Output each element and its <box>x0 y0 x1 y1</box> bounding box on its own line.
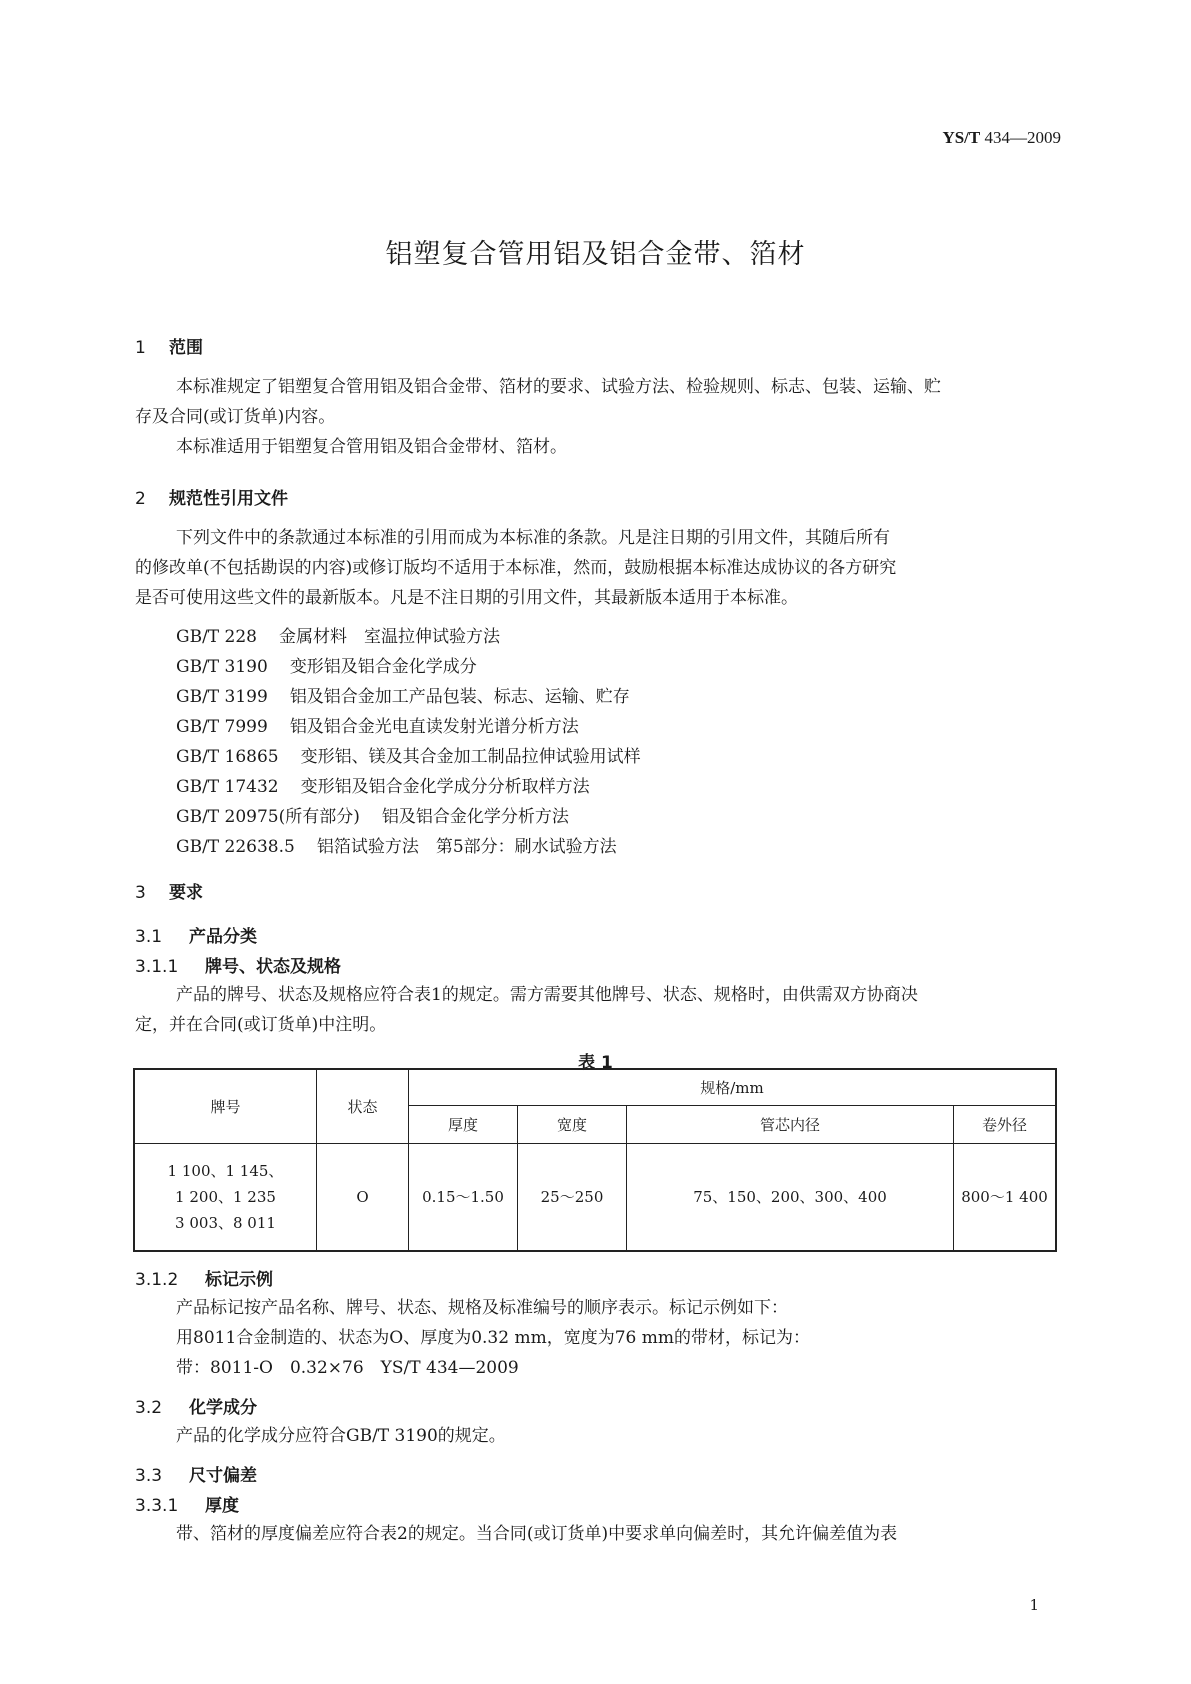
header-coil-outer-diameter: 卷外径 <box>954 1105 1057 1143</box>
table-1-caption: 表 1 <box>578 1053 613 1073</box>
section-1-paragraph-2: 本标准适用于铝塑复合管用铝及铝合金带材、箔材。 <box>176 437 567 457</box>
cell-temper: O <box>317 1143 409 1251</box>
cell-width: 25～250 <box>518 1143 627 1251</box>
section-2-paragraph-line-3: 是否可使用这些文件的最新版本。凡是不注日期的引用文件，其最新版本适用于本标准。 <box>135 588 798 608</box>
section-3-1-2-line-3: 带：8011-O 0.32×76 YS/T 434—2009 <box>176 1358 519 1378</box>
cell-grades: 1 100、1 145、 1 200、1 235 3 003、8 011 <box>134 1143 317 1251</box>
document-title: 铝塑复合管用铝及铝合金带、箔材 <box>385 239 806 270</box>
cell-thickness: 0.15～1.50 <box>409 1143 518 1251</box>
cell-coil-outer-diameter: 800～1 400 <box>954 1143 1057 1251</box>
section-2-paragraph-line-2: 的修改单(不包括勘误的内容)或修订版均不适用于本标准，然而，鼓励根据本标准达成协议的各方研究 <box>135 558 897 578</box>
section-3-1-heading: 3.1 产品分类 <box>135 927 257 947</box>
reference-item: GB/T 20975(所有部分) 铝及铝合金化学分析方法 <box>176 807 569 827</box>
section-1-paragraph-1-line-1: 本标准规定了铝塑复合管用铝及铝合金带、箔材的要求、试验方法、检验规则、标志、包装、运输、贮 <box>176 377 941 397</box>
section-3-1-2-line-1: 产品标记按产品名称、牌号、状态、规格及标准编号的顺序表示。标记示例如下： <box>176 1298 788 1318</box>
cell-core-diameter: 75、150、200、300、400 <box>627 1143 954 1251</box>
section-1-paragraph-1-line-2: 存及合同(或订货单)内容。 <box>135 407 336 427</box>
section-3-3-1-paragraph: 带、箔材的厚度偏差应符合表2的规定。当合同(或订货单)中要求单向偏差时，其允许偏差值为表 <box>176 1524 898 1544</box>
section-3-3-heading: 3.3 尺寸偏差 <box>135 1466 257 1486</box>
header-width: 宽度 <box>518 1105 627 1143</box>
header-spec: 规格/mm <box>409 1069 1057 1105</box>
section-3-1-2-heading: 3.1.2 标记示例 <box>135 1270 273 1290</box>
table-1 <box>133 1068 1057 1252</box>
section-3-1-2-line-2: 用8011合金制造的、状态为O、厚度为0.32 mm，宽度为76 mm的带材，标记为： <box>176 1328 810 1348</box>
page-number: 1 <box>1029 1596 1039 1614</box>
section-2-paragraph-line-1: 下列文件中的条款通过本标准的引用而成为本标准的条款。凡是注日期的引用文件，其随后所有 <box>176 528 890 548</box>
section-3-heading: 3 要求 <box>135 883 203 903</box>
header-thickness: 厚度 <box>409 1105 518 1143</box>
reference-item: GB/T 228 金属材料 室温拉伸试验方法 <box>176 627 500 647</box>
header-grade: 牌号 <box>134 1069 317 1143</box>
reference-item: GB/T 22638.5 铝箔试验方法 第5部分：刷水试验方法 <box>176 837 617 857</box>
section-3-1-1-paragraph-line-1: 产品的牌号、状态及规格应符合表1的规定。需方需要其他牌号、状态、规格时，由供需双方协商决 <box>176 985 918 1005</box>
reference-item: GB/T 16865 变形铝、镁及其合金加工制品拉伸试验用试样 <box>176 747 641 767</box>
section-3-3-1-heading: 3.3.1 厚度 <box>135 1496 239 1516</box>
header-core-diameter: 管芯内径 <box>627 1105 954 1143</box>
section-3-1-1-paragraph-line-2: 定，并在合同(或订货单)中注明。 <box>135 1015 387 1035</box>
reference-item: GB/T 3190 变形铝及铝合金化学成分 <box>176 657 477 677</box>
section-3-2-paragraph: 产品的化学成分应符合GB/T 3190的规定。 <box>176 1426 506 1446</box>
reference-item: GB/T 7999 铝及铝合金光电直读发射光谱分析方法 <box>176 717 579 737</box>
reference-item: GB/T 3199 铝及铝合金加工产品包装、标志、运输、贮存 <box>176 687 630 707</box>
section-1-heading: 1 范围 <box>135 338 203 358</box>
reference-item: GB/T 17432 变形铝及铝合金化学成分分析取样方法 <box>176 777 590 797</box>
section-2-heading: 2 规范性引用文件 <box>135 489 288 509</box>
header-temper: 状态 <box>317 1069 409 1143</box>
standard-code: YS/T 434—2009 <box>942 128 1061 147</box>
section-3-1-1-heading: 3.1.1 牌号、状态及规格 <box>135 957 341 977</box>
section-3-2-heading: 3.2 化学成分 <box>135 1398 257 1418</box>
